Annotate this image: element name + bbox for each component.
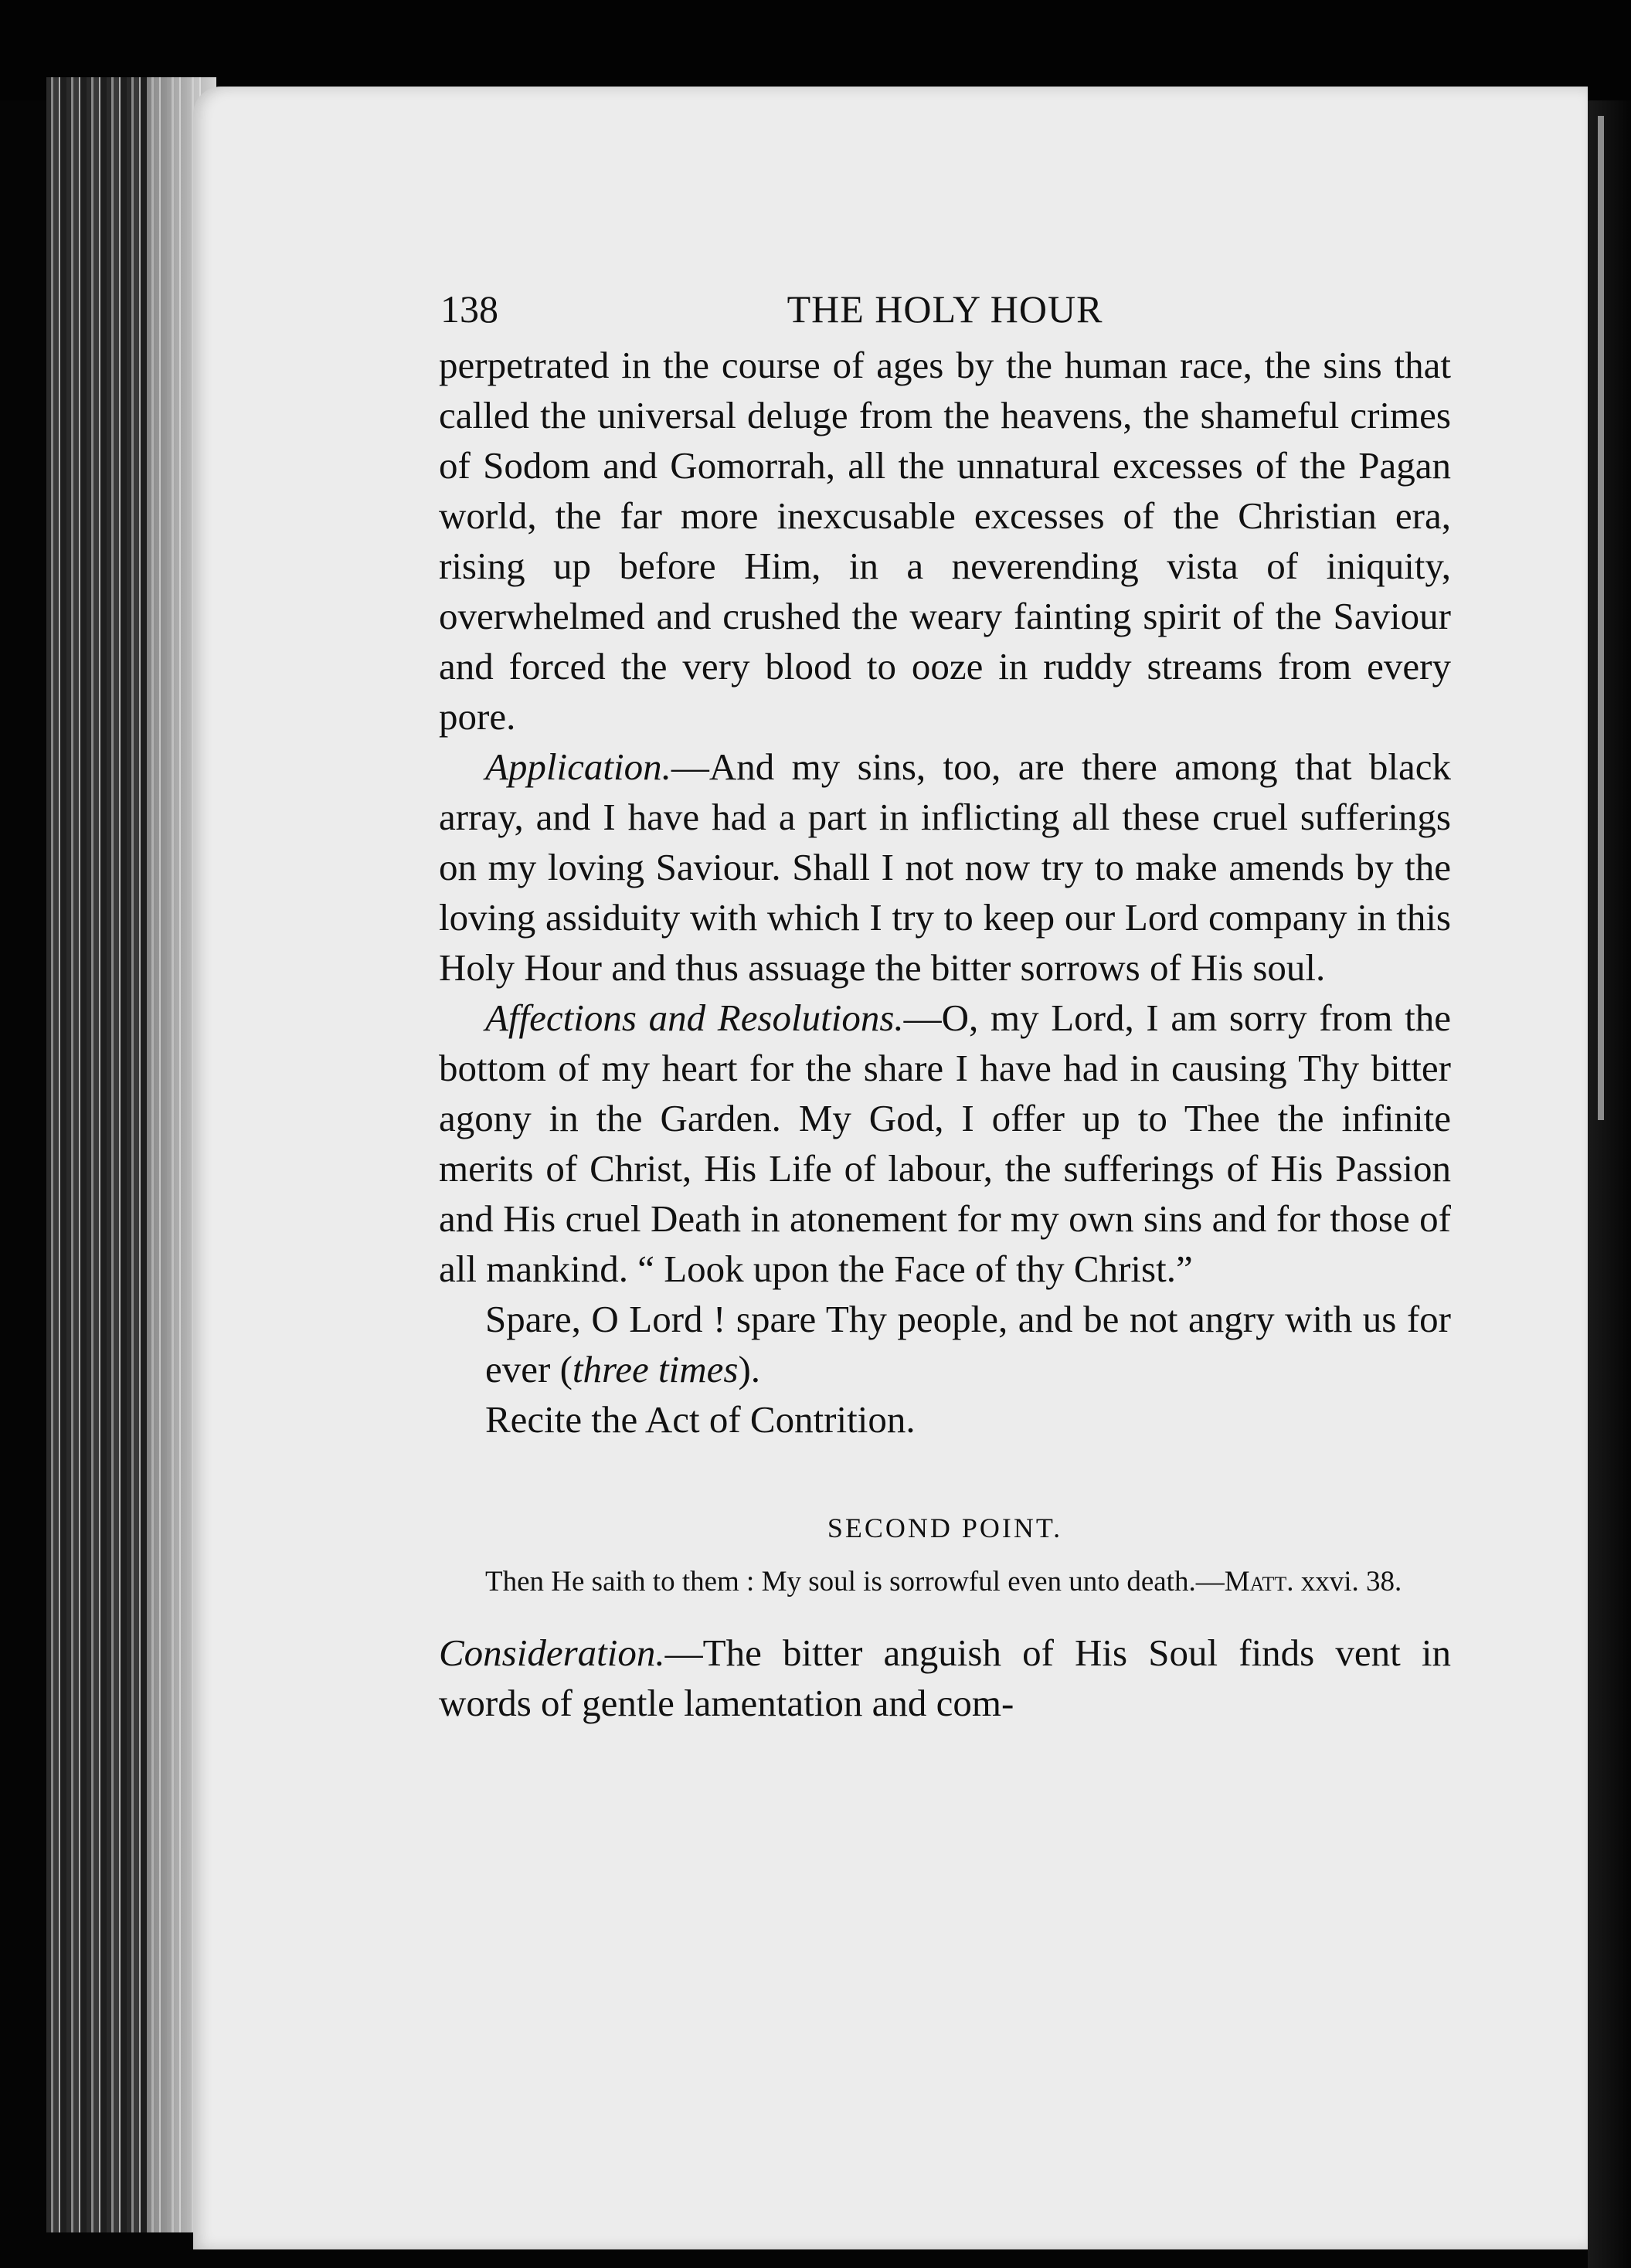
paragraph-spare	[439, 1294, 1451, 1394]
epigraph-text: Then He saith to them : My soul is sorrowful even unto death.—	[485, 1566, 1225, 1597]
scan-background-top	[0, 0, 1631, 100]
affections-text: —O, my Lord, I am sorry from the bottom of my heart for the share I have had in causing Thy bitter agony in the Garden. My God, I offer up to Thee the infinite merits of Christ, His Life of labour, the sufferings of His Passion and His cruel Death in atonement for my own sins and for those of all mankind. “ Look upon the Face of thy Christ.”	[439, 996, 1451, 1290]
section-heading: SECOND POINT.	[827, 1513, 1063, 1543]
paragraph-affections	[439, 993, 1451, 1294]
application-text: —And my sins, too, are there among that black array, and I have had a part in inflicting all these cruel sufferings on my loving Saviour. Shall I not now try to make amends by the loving assiduity with which I try to keep our Lord company in this Holy Hour and thus assuage the bitter sorrows of His soul.	[439, 745, 1451, 989]
epigraph-reference-rest: xxvi. 38.	[1293, 1566, 1402, 1597]
affections-label: Affections and Resolutions.	[485, 996, 904, 1039]
consideration-label: Consideration.	[439, 1631, 665, 1674]
spare-text: Spare, O Lord ! spare Thy people, and be not angry with us for ever (	[485, 1298, 1451, 1390]
consideration-text: —The bitter anguish of His Soul finds vent in words of gentle lamentation and com-	[439, 1631, 1451, 1724]
application-label: Application.	[485, 745, 671, 788]
epigraph-reference: Matt.	[1224, 1566, 1294, 1597]
spare-italic: three times	[572, 1348, 739, 1390]
running-title: THE HOLY HOUR	[787, 287, 1103, 331]
page-number: 138	[440, 287, 498, 331]
paragraph-application	[439, 742, 1451, 993]
scan-background-right	[1588, 100, 1631, 2268]
spare-end: ).	[738, 1348, 761, 1390]
paragraph-consideration	[439, 1628, 1451, 1728]
paragraph-continued: perpetrated in the course of ages by the human race, the sins that called the universal deluge from the heavens, the shameful crimes of Sodom and Gomorrah, all the unnatural excesses of the Pagan world, the far more inexcusable excesses of the Christian era, rising up before Him, in a neverending vista of iniquity, overwhelmed and crushed the weary fainting spirit of the Saviour and forced the very blood to ooze in ruddy streams from every pore.	[439, 344, 1451, 738]
facing-page-edge	[1598, 116, 1604, 1120]
paragraph-recite: Recite the Act of Contrition.	[485, 1398, 916, 1441]
page-text	[439, 278, 1451, 1728]
epigraph	[439, 1565, 1451, 1599]
running-head	[439, 278, 1451, 340]
